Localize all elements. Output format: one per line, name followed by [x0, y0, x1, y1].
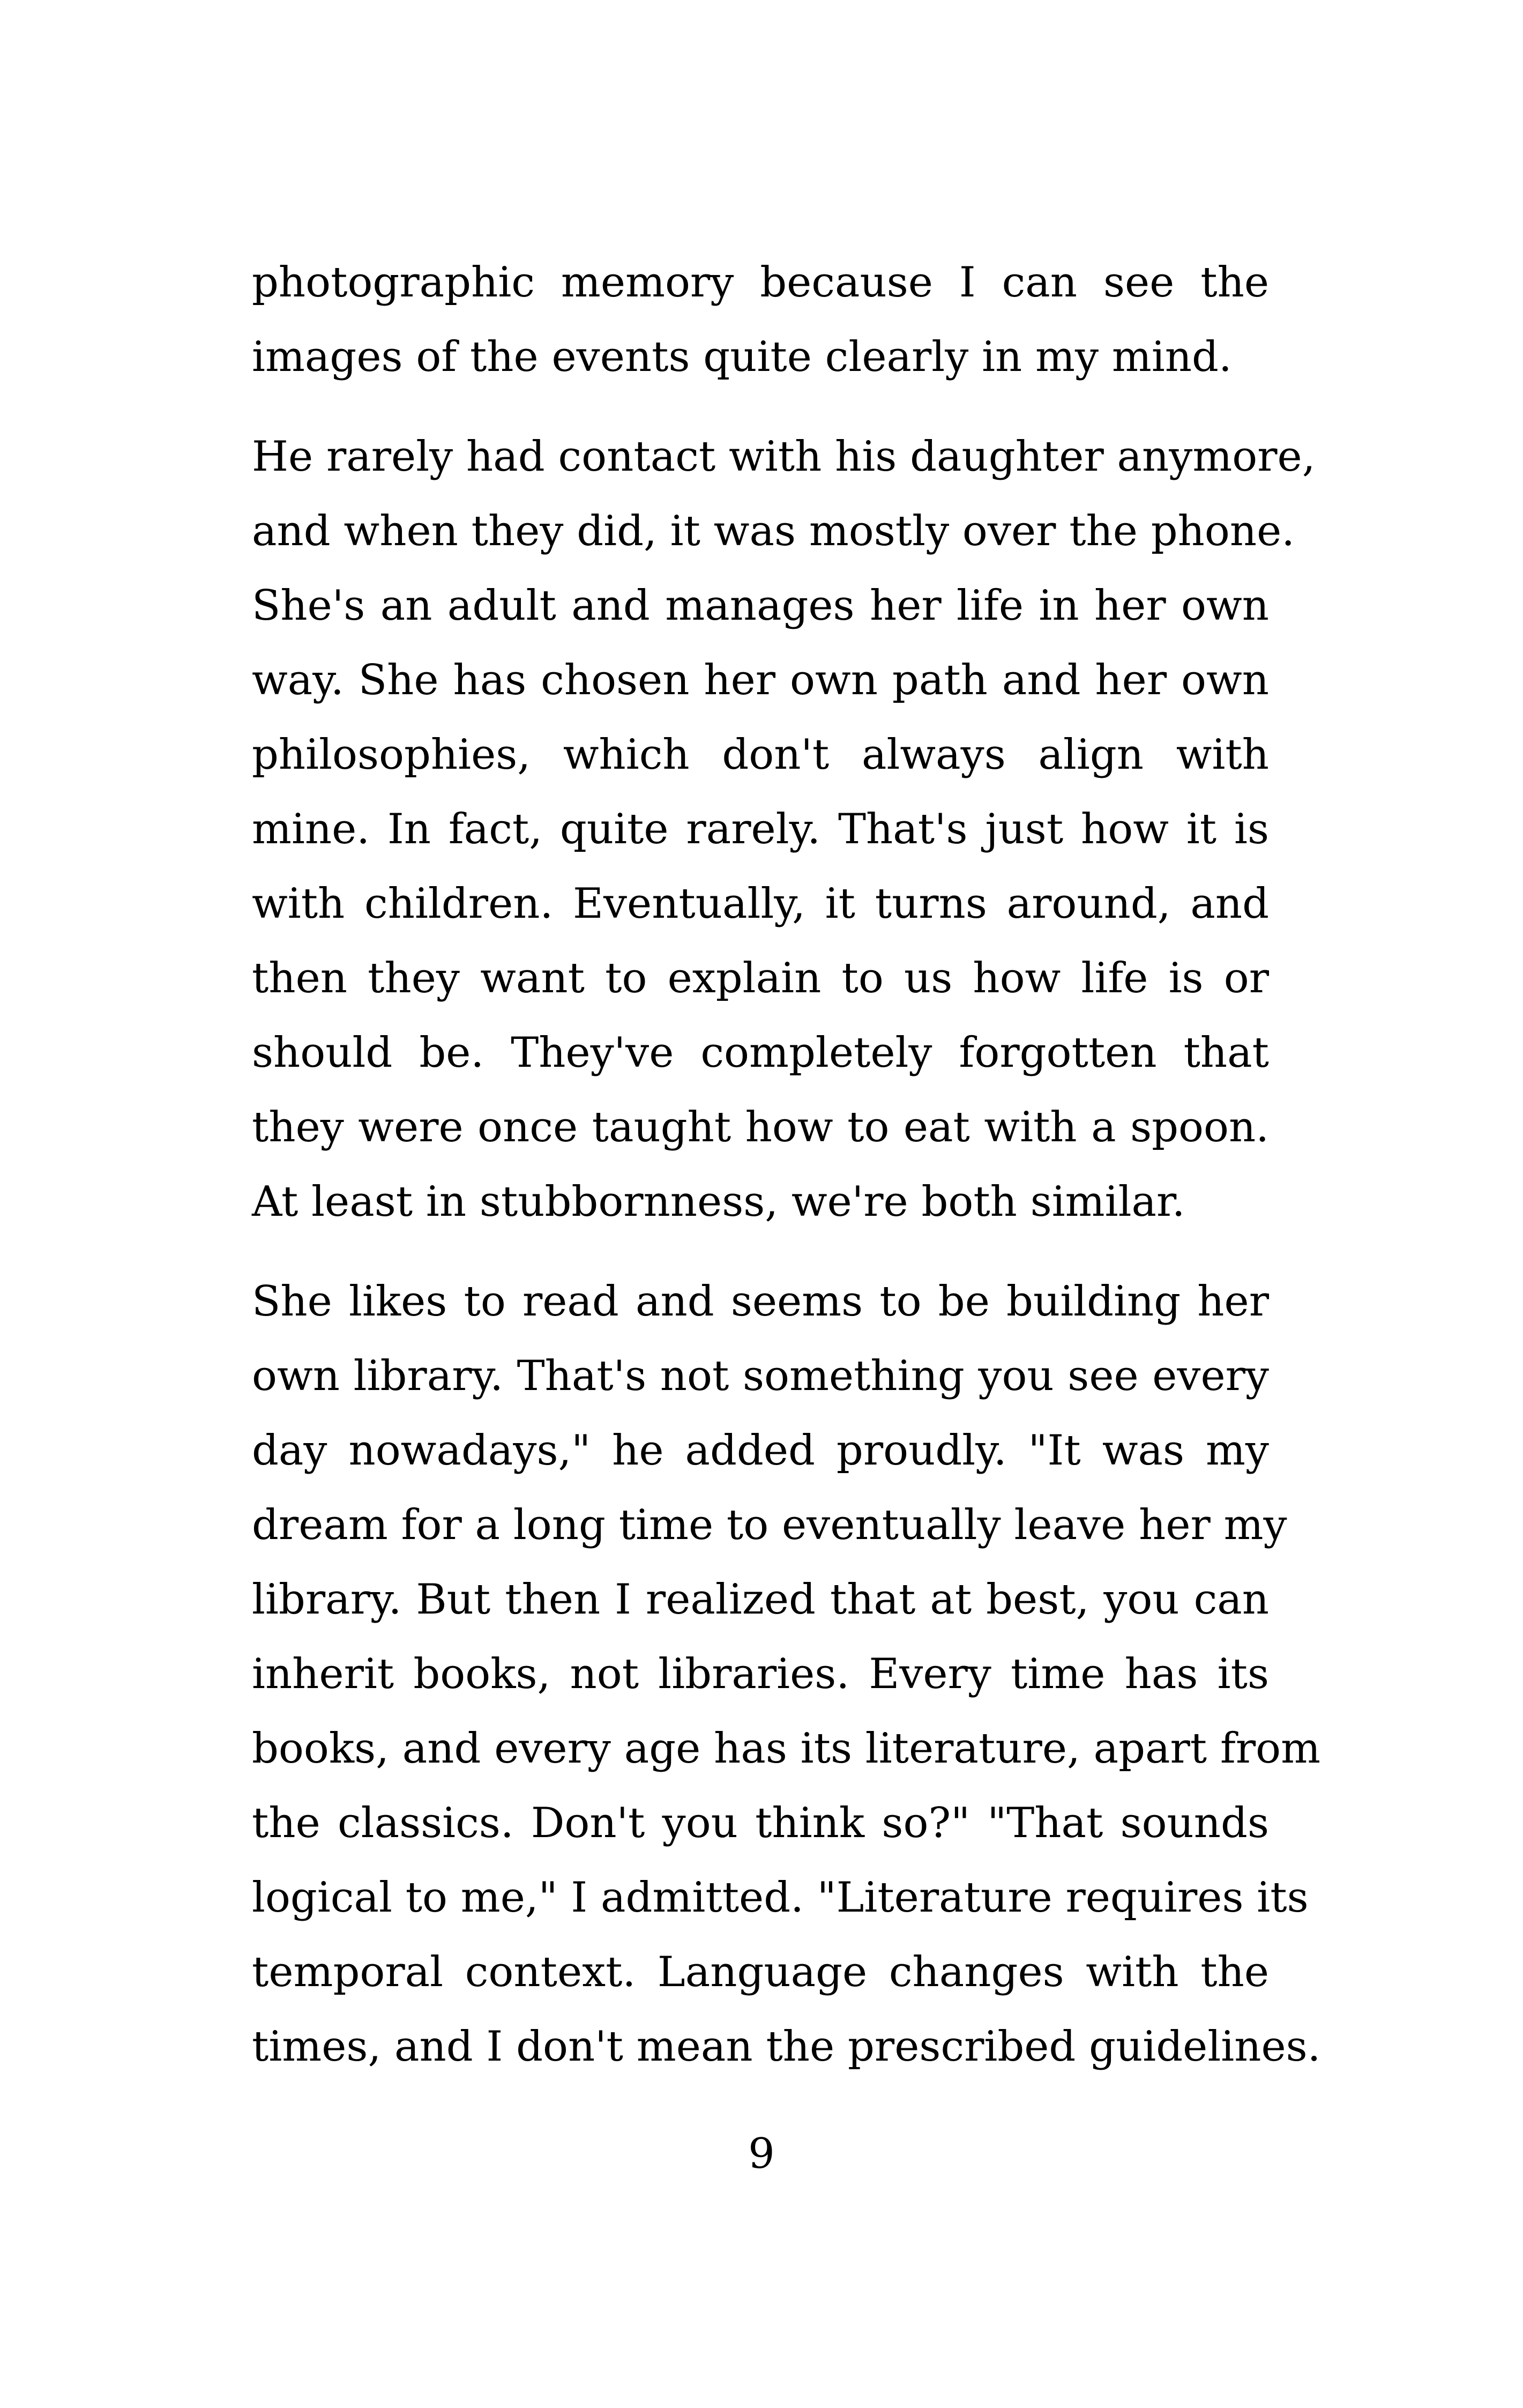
text-line: then they want to explain to us how life is or — [252, 954, 1269, 1002]
text-line: times, and I don't mean the prescribed guidelines. — [252, 2023, 1321, 2071]
text-line: and when they did, it was mostly over the phone. — [252, 507, 1295, 555]
text-line: logical to me," I admitted. "Literature requires its — [252, 1874, 1309, 1922]
text-line: library. But then I realized that at best, you can — [252, 1575, 1269, 1624]
paragraph — [252, 420, 1316, 1239]
paragraph — [252, 246, 1269, 395]
text-line: images of the events quite clearly in my mind. — [252, 333, 1232, 381]
text-line: way. She has chosen her own path and her own — [252, 656, 1269, 704]
text-line: they were once taught how to eat with a spoon. — [252, 1103, 1269, 1151]
text-line: dream for a long time to eventually leave her my — [252, 1501, 1287, 1549]
text-line: the classics. Don't you think so?" "That sounds — [252, 1799, 1269, 1847]
text-line: He rarely had contact with his daughter anymore, — [252, 433, 1316, 481]
paragraph — [252, 1265, 1321, 2084]
text-line: should be. They've completely forgotten that — [252, 1029, 1269, 1077]
text-line: temporal context. Language changes with the — [252, 1948, 1269, 1996]
text-line: At least in stubbornness, we're both similar. — [252, 1178, 1185, 1226]
text-line: with children. Eventually, it turns around, and — [252, 880, 1269, 928]
text-line: books, and every age has its literature, apart from — [252, 1725, 1321, 1773]
text-line: philosophies, which don't always align with — [252, 731, 1269, 779]
text-line: day nowadays," he added proudly. "It was my — [252, 1426, 1269, 1475]
page-body-text — [252, 246, 1321, 2084]
text-line: photographic memory because I can see the — [252, 258, 1269, 307]
text-line: She likes to read and seems to be building her — [252, 1277, 1269, 1326]
text-line: She's an adult and manages her life in her own — [252, 582, 1269, 630]
text-line: mine. In fact, quite rarely. That's just how it is — [252, 805, 1269, 853]
text-line: own library. That's not something you see every — [252, 1352, 1269, 1400]
text-line: inherit books, not libraries. Every time has its — [252, 1650, 1269, 1698]
page-number: 9 — [748, 2130, 775, 2178]
